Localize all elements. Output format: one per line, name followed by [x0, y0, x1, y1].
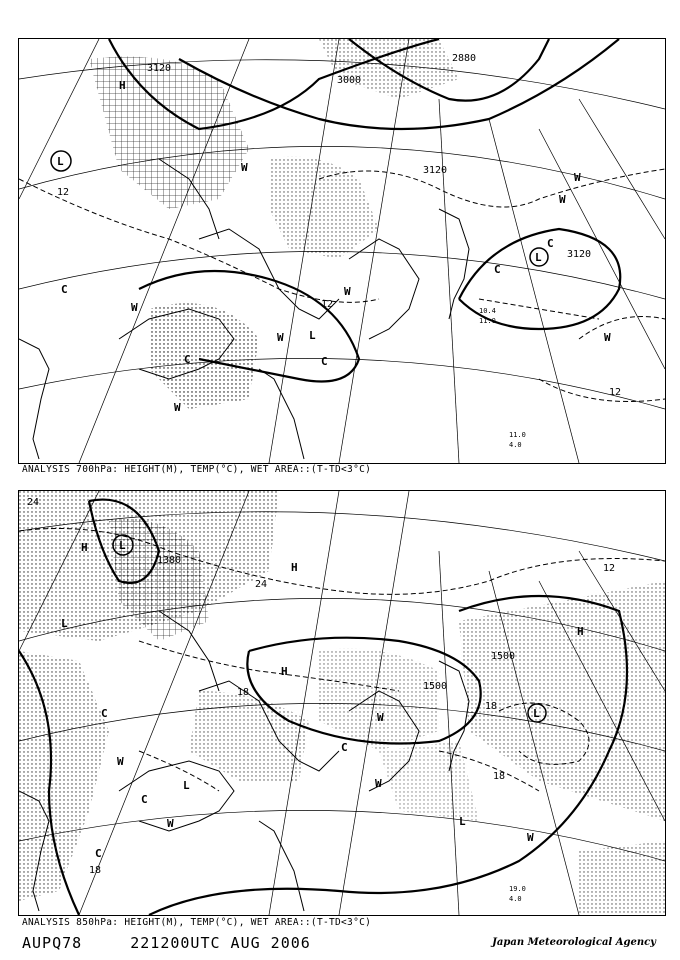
- wet-areas-850: [19, 491, 665, 915]
- high-center-marker: H: [281, 665, 288, 678]
- map-panel-850hpa: [18, 490, 666, 916]
- contour-label: 12: [57, 187, 70, 198]
- cold-center-marker: C: [95, 847, 102, 860]
- warm-center-marker: W: [375, 777, 382, 790]
- cold-center-marker: C: [341, 741, 348, 754]
- cold-center-marker: C: [141, 793, 148, 806]
- station-value: 11.0: [509, 431, 526, 439]
- warm-center-marker: W: [344, 285, 351, 298]
- contour-label: 18: [485, 701, 498, 712]
- low-center-marker: L: [61, 617, 68, 630]
- high-center-marker: H: [291, 561, 298, 574]
- contour-label: 18: [493, 771, 506, 782]
- cold-center-marker: C: [321, 355, 328, 368]
- contour-label: 1500: [423, 681, 448, 692]
- warm-center-marker: W: [559, 193, 566, 206]
- station-value: 10.4: [479, 307, 496, 315]
- cold-center-marker: C: [61, 283, 68, 296]
- low-center-marker: L: [535, 251, 542, 264]
- high-center-marker: H: [119, 79, 126, 92]
- wet-areas-700: [89, 39, 459, 409]
- map-panel-700hpa: [18, 38, 666, 464]
- cold-center-marker: C: [547, 237, 554, 250]
- low-center-marker: L: [459, 815, 466, 828]
- caption-700hpa: ANALYSIS 700hPa: HEIGHT(M), TEMP(°C), WET AREA::(T-TD<3°C): [22, 464, 372, 475]
- warm-center-marker: W: [574, 171, 581, 184]
- contour-label: 18: [237, 687, 250, 698]
- warm-center-marker: W: [241, 161, 248, 174]
- contour-label: 12: [609, 387, 622, 398]
- chart-id: AUPQ78: [22, 934, 83, 952]
- low-center-marker: L: [57, 155, 64, 168]
- warm-center-marker: W: [604, 331, 611, 344]
- contour-label: 24: [255, 579, 268, 590]
- warm-center-marker: W: [377, 711, 384, 724]
- high-center-marker: H: [81, 541, 88, 554]
- cold-center-marker: C: [184, 353, 191, 366]
- high-center-marker: H: [577, 625, 584, 638]
- low-center-marker: L: [309, 329, 316, 342]
- coastlines-700: [19, 159, 469, 459]
- warm-center-marker: W: [277, 331, 284, 344]
- warm-center-marker: W: [174, 401, 181, 414]
- contour-label: 3000: [337, 75, 362, 86]
- agency-name: Japan Meteorological Agency: [492, 937, 656, 948]
- contour-label: 3120: [423, 165, 448, 176]
- low-center-marker: L: [119, 539, 126, 552]
- contour-label: 1500: [491, 651, 516, 662]
- contour-label: 2880: [452, 53, 477, 64]
- station-values-850: [509, 885, 526, 903]
- contour-label: 3120: [147, 63, 172, 74]
- warm-center-marker: W: [527, 831, 534, 844]
- low-center-marker: L: [533, 707, 540, 720]
- map-700hpa-canvas: [19, 39, 665, 463]
- station-value: 4.0: [509, 895, 522, 903]
- contour-label: 12: [321, 299, 334, 310]
- warm-center-marker: W: [117, 755, 124, 768]
- contour-label: 18: [89, 865, 102, 876]
- map-850hpa-canvas: [19, 491, 665, 915]
- caption-850hpa: ANALYSIS 850hPa: HEIGHT(M), TEMP(°C), WET AREA::(T-TD<3°C): [22, 917, 372, 928]
- low-center-marker: L: [183, 779, 190, 792]
- station-value: 19.0: [509, 885, 526, 893]
- station-value: 4.0: [509, 441, 522, 449]
- valid-time: 221200UTC AUG 2006: [130, 934, 311, 952]
- contour-label: 24: [27, 497, 40, 508]
- warm-center-marker: W: [131, 301, 138, 314]
- station-value: 11.0: [479, 317, 496, 325]
- cold-center-marker: C: [101, 707, 108, 720]
- warm-center-marker: W: [167, 817, 174, 830]
- contour-label: 12: [603, 563, 616, 574]
- contour-label: 3120: [567, 249, 592, 260]
- chart-identifier: [22, 934, 311, 952]
- contour-label: 1380: [157, 555, 182, 566]
- cold-center-marker: C: [494, 263, 501, 276]
